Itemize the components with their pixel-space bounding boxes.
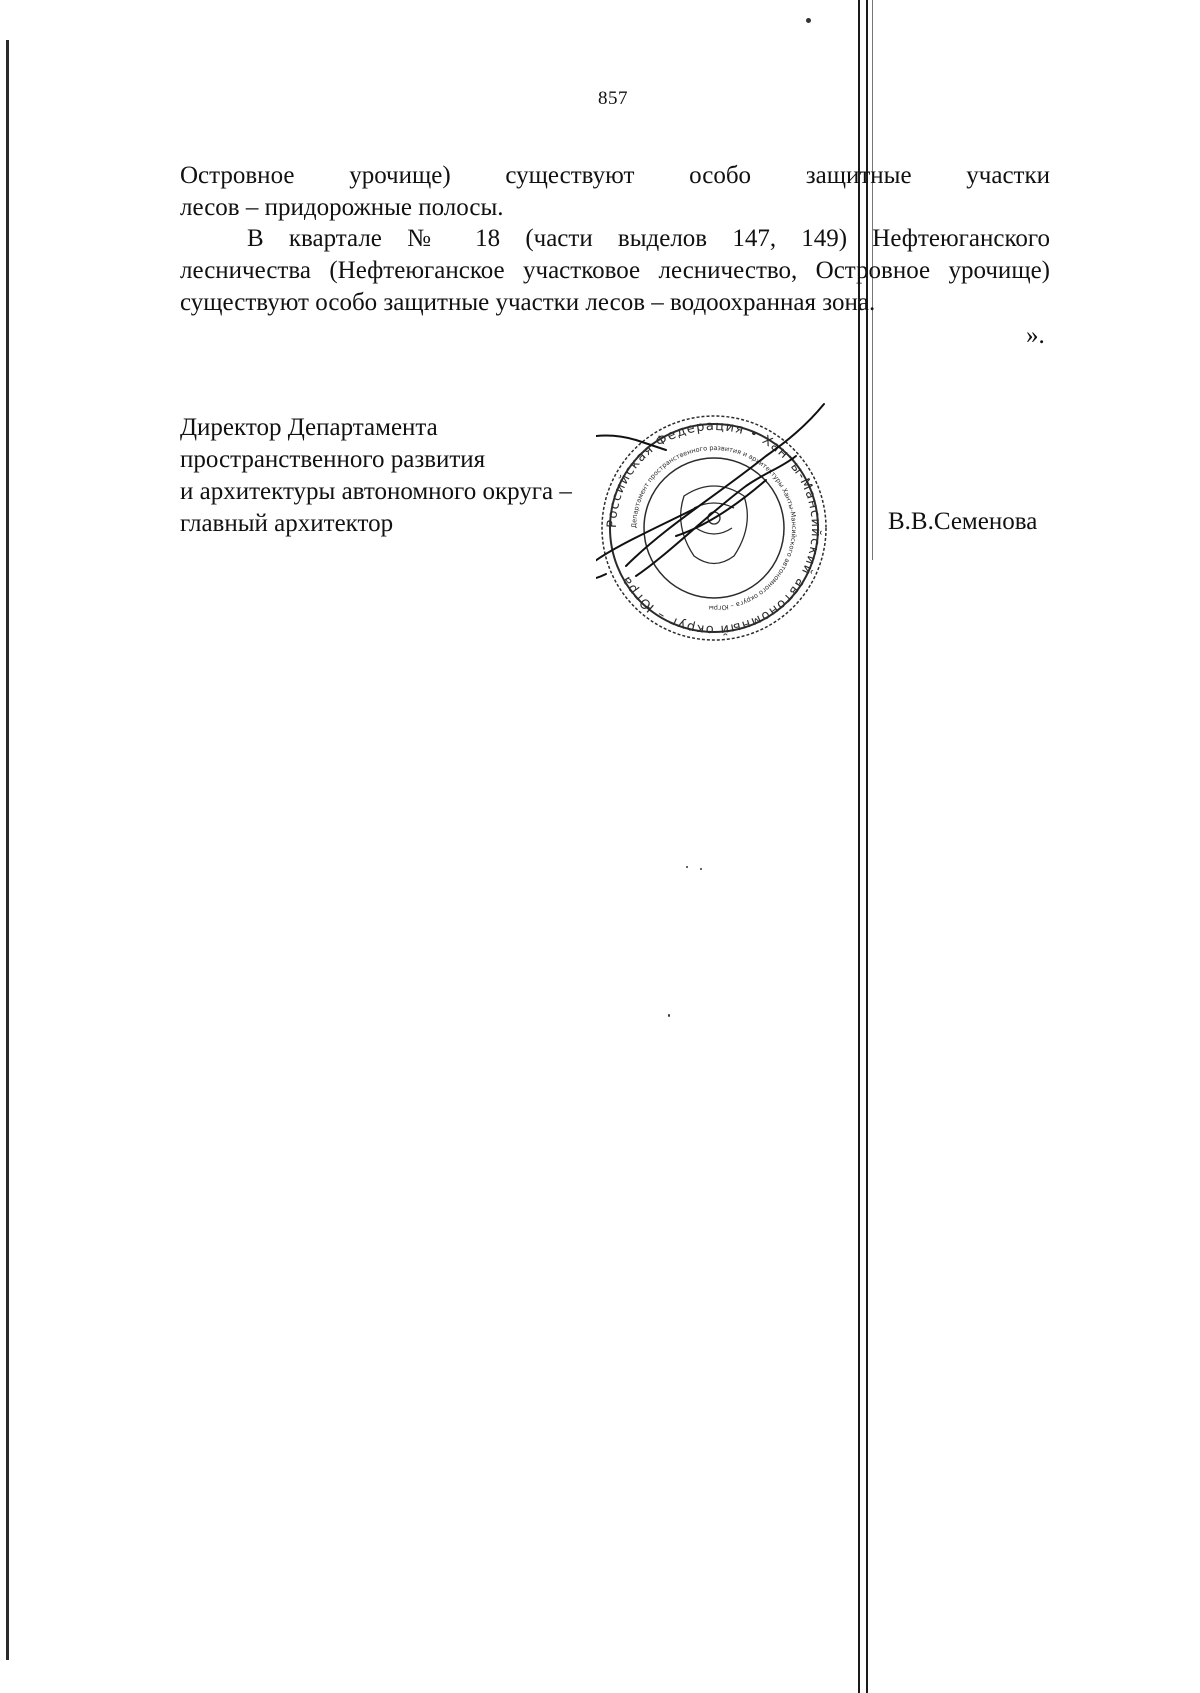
paragraph-2-line-1: В квартале № 18 (части выделов 147, 149) Нефтеюганского [247,225,1050,252]
paragraph-2 [180,223,1050,319]
paragraph-2-line-2: лесничества (Нефтеюганское участковое лесничество, Островное урочище) [180,257,1050,284]
paragraph-1-line-2: лесов – придорожные полосы. [180,194,504,221]
signature-title [180,412,572,540]
signature-title-line-1: Директор Департамента [180,414,438,441]
scan-speck [700,868,702,870]
scan-left-edge [6,40,9,1660]
signature-title-line-4: главный архитектор [180,510,394,537]
seal-outer-text: Российская Федерация • Ханты-Мансийский автономный округ – Югра [604,418,824,638]
scan-speck [686,866,688,868]
closing-quote: ». [1026,322,1045,349]
scan-speck [668,1014,670,1017]
scan-speck [806,18,811,23]
seal-emblem-icon [681,486,748,564]
paragraph-1-line-1: Островное урочище) существуют особо защитные участки [180,162,1050,189]
paragraph-2-line-3: существуют особо защитные участки лесов – водоохранная зона. [180,289,876,316]
seal-inner-text: Департамент пространственного развития и архитектуры Ханты-Мансийского автономного округа – Югры [629,443,799,613]
signature-title-line-3: и архитектуры автономного округа – [180,478,572,505]
official-seal-icon [596,396,832,656]
signer-name: В.В.Семенова [888,508,1038,535]
page-number: 857 [598,88,628,109]
signature-title-line-2: пространственного развития [180,446,486,473]
paragraph-1 [180,160,1050,224]
